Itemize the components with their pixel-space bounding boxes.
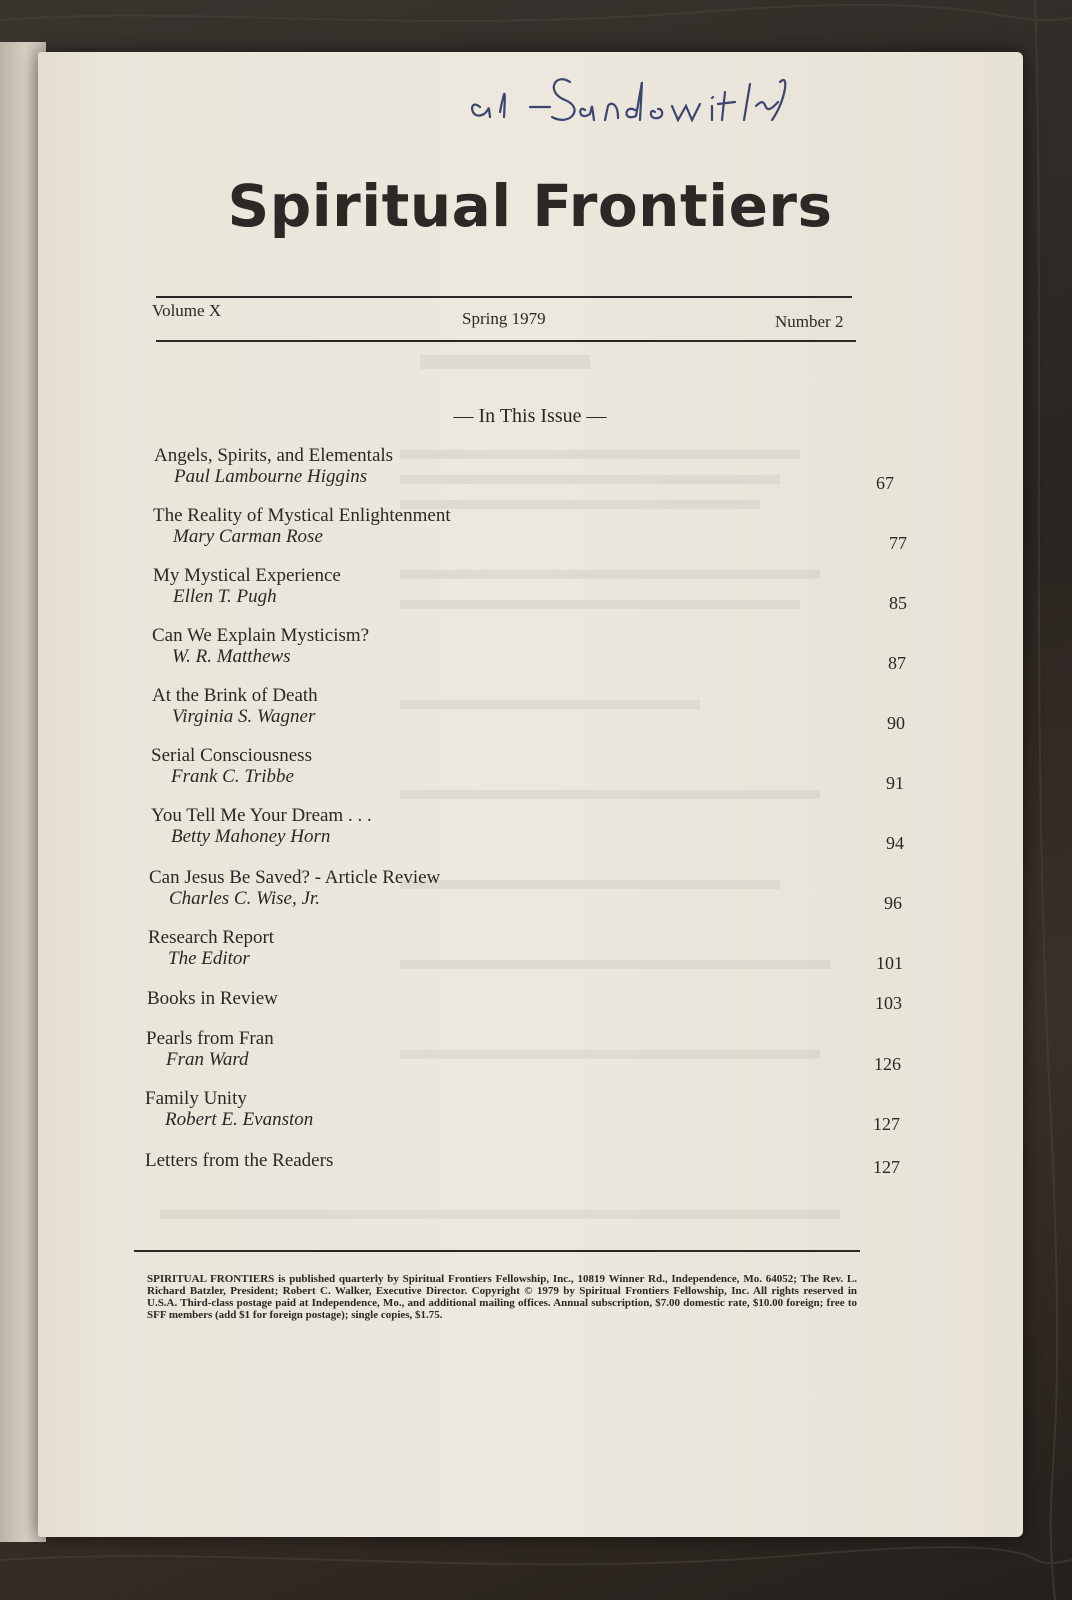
page-number: 127 — [873, 1157, 900, 1177]
number-label: Number 2 — [775, 312, 844, 331]
toc-entry — [154, 445, 894, 493]
footer-rule — [134, 1250, 860, 1252]
toc-entry — [148, 927, 903, 973]
page-number: 85 — [889, 593, 907, 613]
toc-entry — [153, 505, 907, 553]
page-number: 96 — [884, 893, 902, 913]
page-number: 126 — [874, 1054, 901, 1074]
toc-entry — [146, 1028, 901, 1074]
page-number: 101 — [876, 953, 903, 973]
article-title: Letters from the Readers — [145, 1150, 334, 1171]
toc-entry — [145, 1088, 900, 1134]
season-label: Spring 1979 — [462, 309, 546, 328]
article-author: Charles C. Wise, Jr. — [169, 888, 320, 909]
toc-entry — [152, 625, 906, 673]
article-title: Can We Explain Mysticism? — [152, 625, 370, 646]
contents-heading: — In This Issue — — [453, 405, 607, 427]
article-author: Paul Lambourne Higgins — [174, 466, 368, 487]
toc-entry — [151, 745, 904, 793]
page-number: 77 — [889, 533, 907, 553]
page-number: 90 — [887, 713, 905, 733]
article-author: Virginia S. Wagner — [172, 706, 316, 727]
page-number: 91 — [886, 773, 904, 793]
article-author: Mary Carman Rose — [173, 526, 323, 547]
page-number: 67 — [876, 473, 894, 493]
article-title: Serial Consciousness — [151, 745, 312, 766]
article-title: You Tell Me Your Dream . . . — [151, 805, 372, 826]
article-title: Books in Review — [147, 988, 278, 1009]
magazine-title: Spiritual Frontiers — [227, 172, 833, 240]
page-number: 103 — [875, 993, 902, 1013]
article-author: W. R. Matthews — [172, 646, 291, 667]
article-title: Can Jesus Be Saved? - Article Review — [149, 867, 441, 888]
toc-entry — [147, 988, 902, 1013]
toc-entry — [152, 685, 905, 733]
page-number: 94 — [886, 833, 904, 853]
page-number: 87 — [888, 653, 906, 673]
toc-entry — [153, 565, 907, 613]
page-number: 127 — [873, 1114, 900, 1134]
article-title: At the Brink of Death — [152, 685, 318, 706]
article-title: Family Unity — [145, 1088, 247, 1109]
toc-entry — [145, 1150, 900, 1177]
article-title: Pearls from Fran — [146, 1028, 274, 1049]
article-title: Angels, Spirits, and Elementals — [154, 445, 394, 466]
article-author: Ellen T. Pugh — [173, 586, 277, 607]
volume-label: Volume X — [152, 301, 222, 320]
toc-entry — [149, 867, 902, 913]
article-author: Frank C. Tribbe — [171, 766, 294, 787]
article-title: My Mystical Experience — [153, 565, 341, 586]
article-author: The Editor — [168, 948, 250, 969]
article-title: Research Report — [148, 927, 275, 948]
article-author: Robert E. Evanston — [165, 1109, 314, 1130]
article-author: Betty Mahoney Horn — [171, 826, 331, 847]
article-author: Fran Ward — [166, 1049, 249, 1070]
toc-entry — [151, 805, 904, 853]
publication-notice: SPIRITUAL FRONTIERS is published quarterly by Spiritual Frontiers Fellowship, Inc., 10819 Winner Rd., Independence, Mo. 64052; The Rev. L. Richard Batzler, President; Robert C. Walker, Executive Director. Copyright © 1979 by Spiritual Frontiers Fellowship, Inc. All rights reserved in U.S.A. Third-class postage paid at Independence, Mo., and additional mailing offices. Annual subscription, $7.00 domestic rate, $10.00 foreign; free to SFF members (add $1 for foreign postage); single copies, $1.75. — [147, 1273, 857, 1321]
article-title: The Reality of Mystical Enlightenment — [153, 505, 451, 526]
